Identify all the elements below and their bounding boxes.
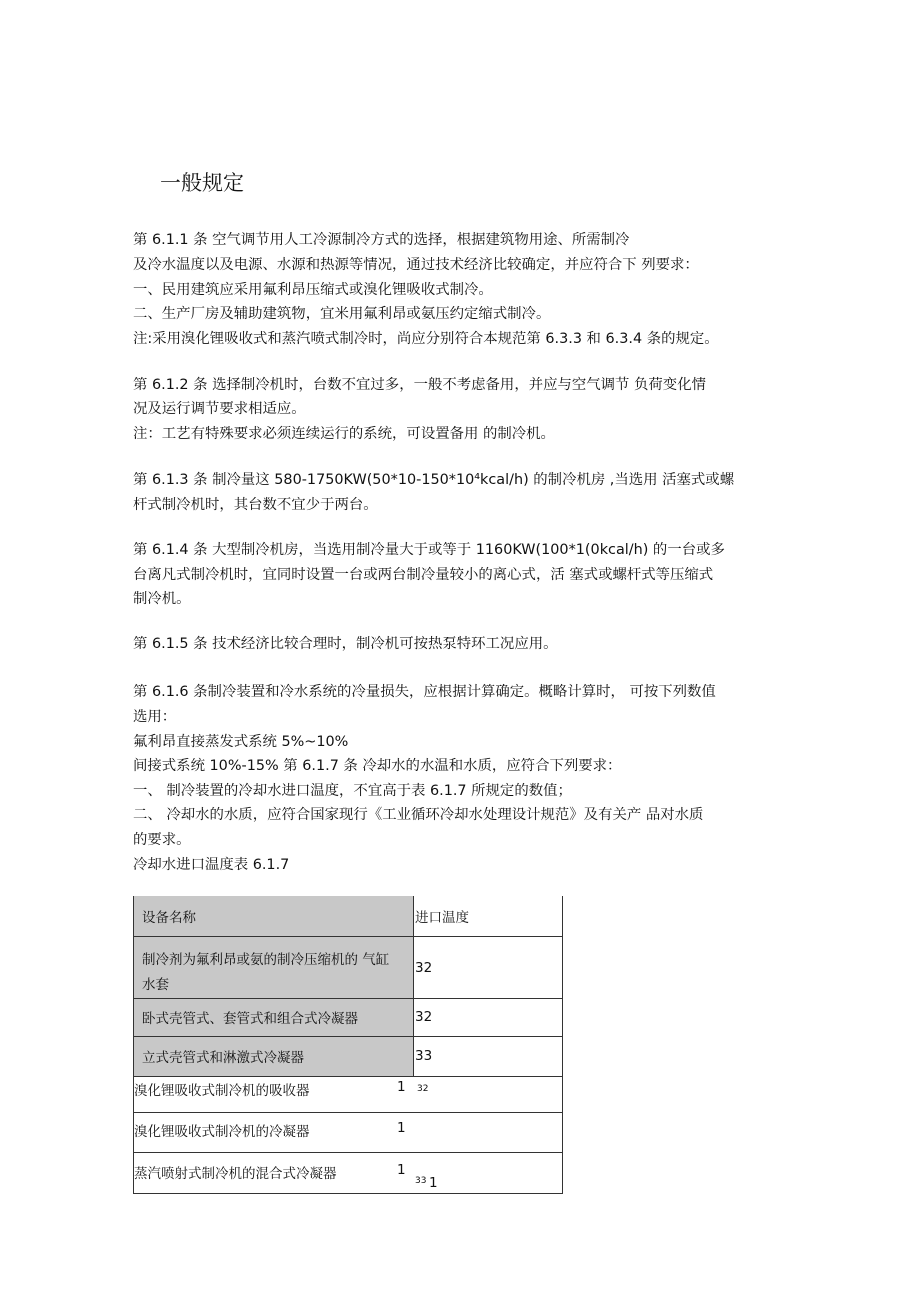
clause-6-1-3-line2: 杆式制冷机时，其台数不宜少于两台。 [133, 497, 378, 513]
clause-6-1-1-item1: 一、民用建筑应采用氟利昂压缩式或溴化锂吸收式制冷。 [133, 282, 493, 298]
clause-6-1-6-line4: 间接式系统 10%-15% 第 6.1.7 条 冷却水的水温和水质，应符合下列要求： [133, 758, 622, 774]
table-row-6-temp: 33 [415, 1176, 427, 1186]
row-divider [134, 1152, 562, 1153]
column-divider [413, 896, 414, 1076]
table-row-6-extra: 1 [429, 1175, 438, 1191]
section-heading: 一般规定 [160, 171, 244, 195]
table-row-2-temp: 32 [415, 1009, 433, 1025]
table-row-1-name: 制冷剂为氟利昂或氨的制冷压缩机的 气缸 [142, 952, 390, 968]
header-equipment-name: 设备名称 [142, 910, 196, 926]
clause-6-1-2-note: 注：工艺有特殊要求必须连续运行的系统，可设置备用 的制冷机。 [133, 426, 555, 442]
table-row-5-mark: 1 [397, 1120, 406, 1136]
row-divider [134, 936, 562, 937]
clause-6-1-3-line1: 第 6.1.3 条 制冷量这 580-1750KW(50*10-150*10⁴kcal/h) 的制冷机房 ,当选用 活塞式或螺 [133, 472, 735, 488]
clause-6-1-4-line1: 第 6.1.4 条 大型制冷机房，当选用制冷量大于或等于 1160KW(100*1(0kcal/h) 的一台或多 [133, 542, 725, 558]
clause-6-1-7-item1: 一、 制冷装置的冷却水进口温度，不宜高于表 6.1.7 所规定的数值； [133, 783, 572, 799]
clause-6-1-5-line1: 第 6.1.5 条 技术经济比较合理时，制冷机可按热泵特环工况应用。 [133, 636, 558, 652]
clause-6-1-2-line2: 况及运行调节要求相适应。 [133, 401, 306, 417]
row-divider [134, 1036, 562, 1037]
table-row-1-name-cont: 水套 [142, 977, 169, 993]
clause-6-1-6-line1: 第 6.1.6 条制冷装置和冷水系统的冷量损失，应根据计算确定。概略计算时， 可按下列数值 [133, 684, 716, 700]
clause-6-1-1-note: 注:采用溴化锂吸收式和蒸汽喷式制冷时，尚应分别符合本规范第 6.3.3 和 6.3.4 条的规定。 [133, 331, 719, 347]
clause-6-1-6-line2: 选用： [133, 709, 177, 725]
clause-6-1-2-line1: 第 6.1.2 条 选择制冷机时，台数不宜过多，一般不考虑备用，并应与空气调节 负荷变化情 [133, 377, 706, 393]
table-row-4-name: 溴化锂吸收式制冷机的吸收器 [134, 1083, 310, 1099]
table-row-3-name: 立式壳管式和淋激式冷凝器 [142, 1050, 304, 1066]
table-row-3-temp: 33 [415, 1048, 433, 1064]
table-row-6-name: 蒸汽喷射式制冷机的混合式冷凝器 [134, 1166, 337, 1182]
table-row-5-name: 溴化锂吸收式制冷机的冷凝器 [134, 1124, 310, 1140]
table-row-4-mark: 1 [397, 1079, 406, 1095]
row-divider [134, 1076, 562, 1077]
clause-6-1-7-item2-cont: 的要求。 [133, 832, 191, 848]
clause-6-1-4-line3: 制冷机。 [133, 591, 191, 607]
table-row-6-mark: 1 [397, 1162, 406, 1178]
row-divider [134, 998, 562, 999]
table-row-4-temp: 32 [417, 1084, 429, 1094]
clause-6-1-7-item2: 二、 冷却水的水质，应符合国家现行《工业循环冷却水处理设计规范》及有关产 品对水质 [133, 807, 704, 823]
table-row-2-name: 卧式壳管式、套管式和组合式冷凝器 [142, 1011, 358, 1027]
header-inlet-temperature: 进口温度 [415, 910, 469, 926]
table-caption: 冷却水进口温度表 6.1.7 [133, 857, 290, 873]
clause-6-1-4-line2: 台离凡式制冷机时，宜同时设置一台或两台制冷量较小的离心式，活 塞式或螺杆式等压缩式 [133, 567, 714, 583]
cooling-water-temperature-table [133, 896, 563, 1194]
row-divider [134, 1112, 562, 1113]
clause-6-1-6-line3: 氟利昂直接蒸发式系统 5%~10% [133, 734, 349, 750]
table-row-1-temp: 32 [415, 960, 433, 976]
clause-6-1-1-item2: 二、生产厂房及辅助建筑物，宜米用氟利昂或氨压约定缩式制冷。 [133, 306, 551, 322]
clause-6-1-1-line2: 及冷水温度以及电源、水源和热源等情况，通过技术经济比较确定，并应符合下 列要求： [133, 257, 699, 273]
clause-6-1-1-line1: 第 6.1.1 条 空气调节用人工冷源制冷方式的选择，根据建筑物用途、所需制冷 [133, 232, 630, 248]
